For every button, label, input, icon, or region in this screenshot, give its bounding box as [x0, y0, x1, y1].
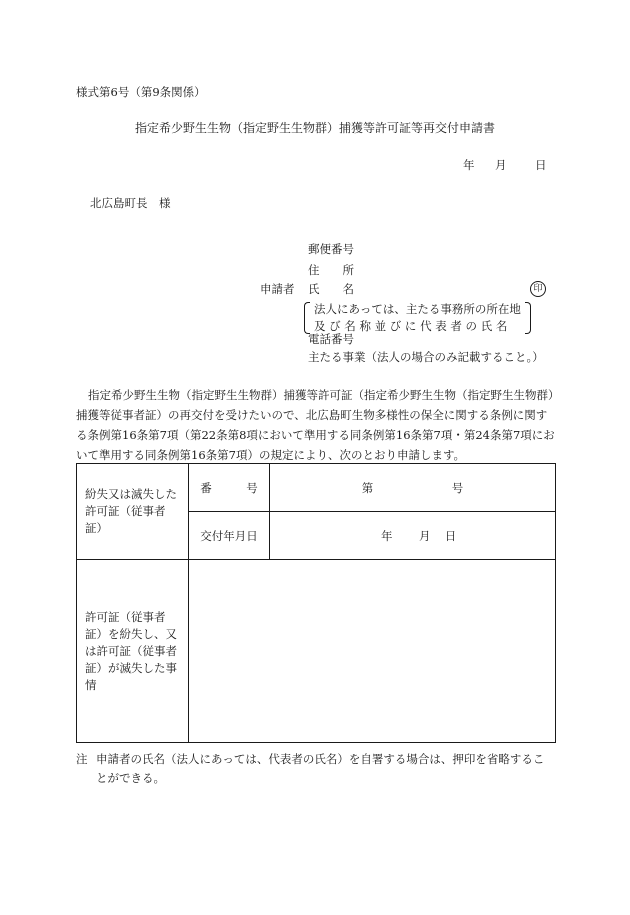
footnote: [76, 750, 566, 788]
number-prefix: 第: [361, 480, 374, 495]
date-year: 年: [463, 158, 475, 172]
postal-code-label: 郵便番号: [308, 242, 354, 256]
note-line2: とができる。: [96, 771, 165, 785]
phone-label: 電話番号: [308, 332, 354, 346]
date-month: 月: [495, 158, 507, 172]
circumstance-label: 許可証（従事者証）を紛失し、又は許可証（従事者証）が滅失した事情: [77, 560, 189, 743]
lost-permit-label: 紛失又は滅失した許可証（従事者証）: [77, 464, 189, 560]
note-line1: 申請者の氏名（法人にあっては、代表者の氏名）を自署する場合は、押印を省略するこ: [96, 752, 545, 766]
form-number: 様式第6号（第9条関係）: [76, 85, 206, 99]
bracket-box: [304, 301, 531, 335]
business-label: 主たる事業（法人の場合のみ記載すること。）: [308, 350, 544, 364]
address-label: 住 所: [308, 263, 354, 277]
body-paragraph: 指定希少野生生物（指定野生生物群）捕獲等許可証（指定希少野生生物（指定野生生物群）捕獲等従事者証）の再交付を受けたいので、北広島町生物多様性の保全に関する条例に関する条例第16条第7項（第22条第8項において準用する同条例第16条第7項・第24条第7項において準用する同条例第16条第7項）の規定により、次のとおり申請します。: [76, 388, 555, 462]
date-line: [463, 160, 547, 172]
number-label: 番 号: [189, 464, 270, 512]
number-value: [270, 464, 556, 512]
issue-day: 日: [444, 528, 457, 543]
request-table: [76, 463, 556, 743]
addressee: 北広島町長 様: [90, 196, 171, 210]
circumstance-field[interactable]: [189, 560, 556, 743]
document-title: 指定希少野生生物（指定野生生物群）捕獲等許可証等再交付申請書: [134, 121, 495, 135]
number-suffix: 号: [451, 480, 464, 495]
issue-date-label: 交付年月日: [189, 512, 270, 560]
seal-icon: 印: [530, 281, 546, 297]
issue-month: 月: [419, 528, 431, 543]
date-day: 日: [535, 158, 547, 172]
corporate-note: [304, 301, 531, 335]
corporate-note-line1: 法人にあっては、主たる事務所の所在地: [314, 302, 521, 316]
name-label: 氏 名: [308, 282, 354, 296]
applicant-label: 申請者: [260, 282, 295, 296]
note-label: 注: [76, 752, 88, 766]
corporate-note-line2: 及 び 名 称 並 び に 代 表 者 の 氏 名: [314, 319, 508, 333]
issue-date-value: [270, 512, 556, 560]
issue-year: 年: [381, 528, 393, 543]
